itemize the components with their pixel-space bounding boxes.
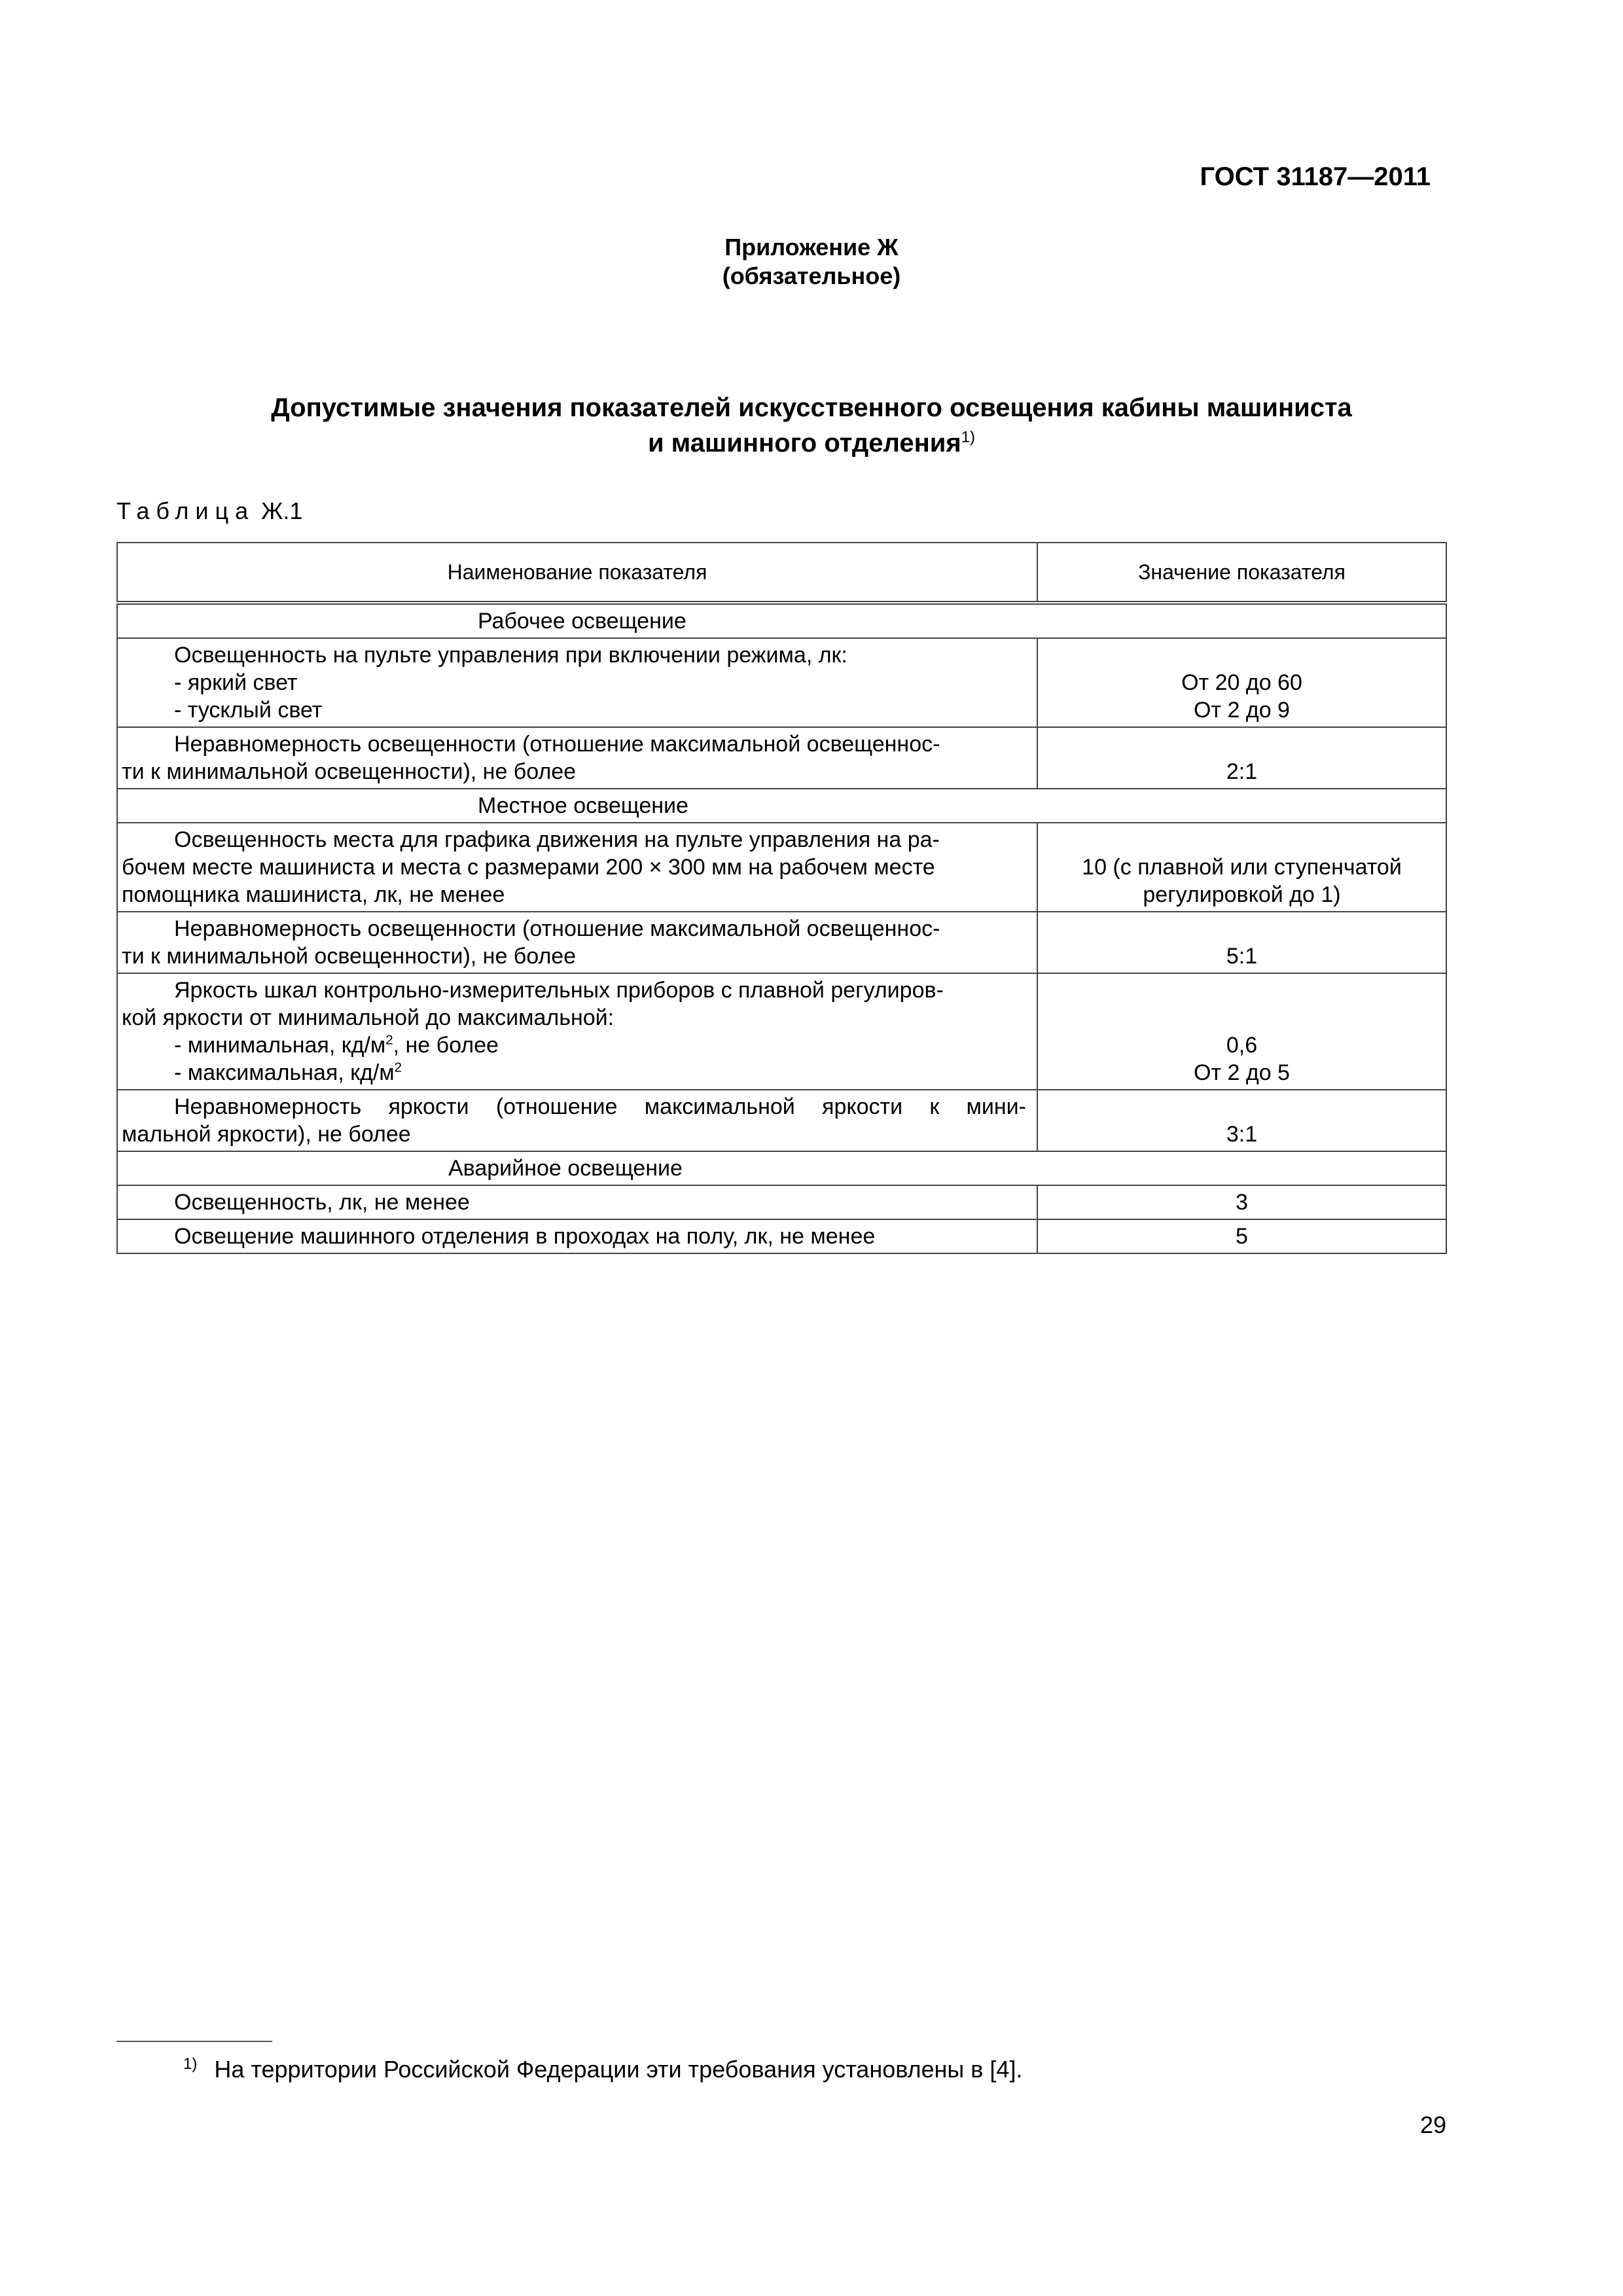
list-item: - яркий свет <box>174 670 298 695</box>
row-text-line: Освещенность места для графика движения на пульте управления на ра- <box>174 827 940 852</box>
row-text-line: Неравномерность яркости (отношение максимальной яркости к мини- <box>174 1094 1026 1119</box>
table-row <box>117 638 1446 727</box>
row-text: Освещение машинного отделения в проходах на полу, лк, не менее <box>174 1224 876 1249</box>
list-item-suffix: , не более <box>393 1033 499 1058</box>
row-text-line: мальной яркости), не более <box>122 1122 411 1147</box>
row-value-cell <box>1037 973 1446 1090</box>
table-row <box>117 727 1446 789</box>
row-name-cell <box>117 823 1037 912</box>
row-value: От 2 до 9 <box>1194 698 1290 723</box>
row-name-cell <box>117 1185 1037 1219</box>
section-label-local: Местное освещение <box>117 789 1446 823</box>
section-row-emergency <box>117 1151 1446 1185</box>
row-value: 0,6 <box>1226 1033 1258 1058</box>
row-text-line: ти к минимальной освещенности), не более <box>122 759 577 784</box>
section-label-work: Рабочее освещение <box>117 603 1446 638</box>
title-footnote-mark: 1) <box>961 428 976 446</box>
unit-exponent: 2 <box>385 1033 393 1048</box>
row-value: 3:1 <box>1037 1090 1446 1151</box>
column-header-value: Значение показателя <box>1037 543 1446 603</box>
indicators-table <box>116 542 1447 1254</box>
title-line-2-text: и машинного отделения <box>647 429 961 457</box>
table-row <box>117 1185 1446 1219</box>
row-value: От 20 до 60 <box>1181 670 1302 695</box>
table-row <box>117 1219 1446 1253</box>
row-text-line: Неравномерность освещенности (отношение максимальной освещеннос- <box>174 916 940 941</box>
table-row <box>117 912 1446 973</box>
table-row <box>117 1090 1446 1151</box>
list-item <box>122 1031 1026 1059</box>
row-text-line: кой яркости от минимальной до максимальной: <box>122 1005 615 1030</box>
table-caption-word: Таблица <box>116 497 255 524</box>
unit-exponent: 2 <box>394 1060 402 1075</box>
section-label-emergency: Аварийное освещение <box>117 1151 1446 1185</box>
footnote <box>183 2055 1022 2083</box>
list-item <box>122 1059 1026 1086</box>
row-text-line: Яркость шкал контрольно-измерительных приборов с плавной регулиров- <box>174 978 944 1003</box>
row-name-cell <box>117 1219 1037 1253</box>
annex-heading <box>0 233 1623 291</box>
row-text-line: бочем месте машиниста и места с размерами 200 × 300 мм на рабочем месте <box>122 855 935 880</box>
row-name-cell <box>117 727 1037 789</box>
row-value: 2:1 <box>1037 727 1446 789</box>
footnote-mark: 1) <box>183 2055 198 2073</box>
row-name-cell <box>117 1090 1037 1151</box>
table-caption <box>116 497 302 525</box>
list-item-text: - минимальная, кд/м <box>174 1033 386 1058</box>
row-value-cell <box>1037 638 1446 727</box>
table-row <box>117 823 1446 912</box>
annex-title: Приложение Ж <box>724 234 899 260</box>
row-value: 3 <box>1037 1185 1446 1219</box>
table-caption-number: Ж.1 <box>261 497 303 524</box>
column-header-name: Наименование показателя <box>117 543 1037 603</box>
row-text-line: помощника машиниста, лк, не менее <box>122 882 505 907</box>
list-item: - тусклый свет <box>174 698 323 723</box>
list-item-text: - максимальная, кд/м <box>174 1060 395 1085</box>
document-code: ГОСТ 31187—2011 <box>1200 162 1431 191</box>
annex-status: (обязательное) <box>722 262 901 289</box>
row-value: От 2 до 5 <box>1194 1060 1290 1085</box>
title-line-2 <box>0 425 1623 461</box>
row-text-line: ти к минимальной освещенности), не более <box>122 944 577 969</box>
row-text: Освещенность, лк, не менее <box>174 1190 470 1215</box>
row-name-cell <box>117 912 1037 973</box>
footnote-divider <box>116 2041 272 2042</box>
row-value: 5:1 <box>1037 912 1446 973</box>
table-header-row <box>117 543 1446 603</box>
section-row-local <box>117 789 1446 823</box>
row-value: регулировкой до 1) <box>1143 882 1341 907</box>
title-line-1: Допустимые значения показателей искусственного освещения кабины машиниста <box>271 393 1352 422</box>
row-value-cell <box>1037 823 1446 912</box>
row-value: 5 <box>1037 1219 1446 1253</box>
table-row <box>117 973 1446 1090</box>
row-name-cell <box>117 638 1037 727</box>
section-row-work <box>117 603 1446 638</box>
row-text-line: Неравномерность освещенности (отношение максимальной освещеннос- <box>174 732 940 757</box>
page-number: 29 <box>1419 2111 1446 2138</box>
row-name-cell <box>117 973 1037 1090</box>
row-value: 10 (с плавной или ступенчатой <box>1082 855 1402 880</box>
page-title <box>0 390 1623 461</box>
row-text: Освещенность на пульте управления при включении режима, лк: <box>174 643 847 668</box>
footnote-text: На территории Российской Федерации эти требования установлены в [4]. <box>214 2056 1023 2083</box>
